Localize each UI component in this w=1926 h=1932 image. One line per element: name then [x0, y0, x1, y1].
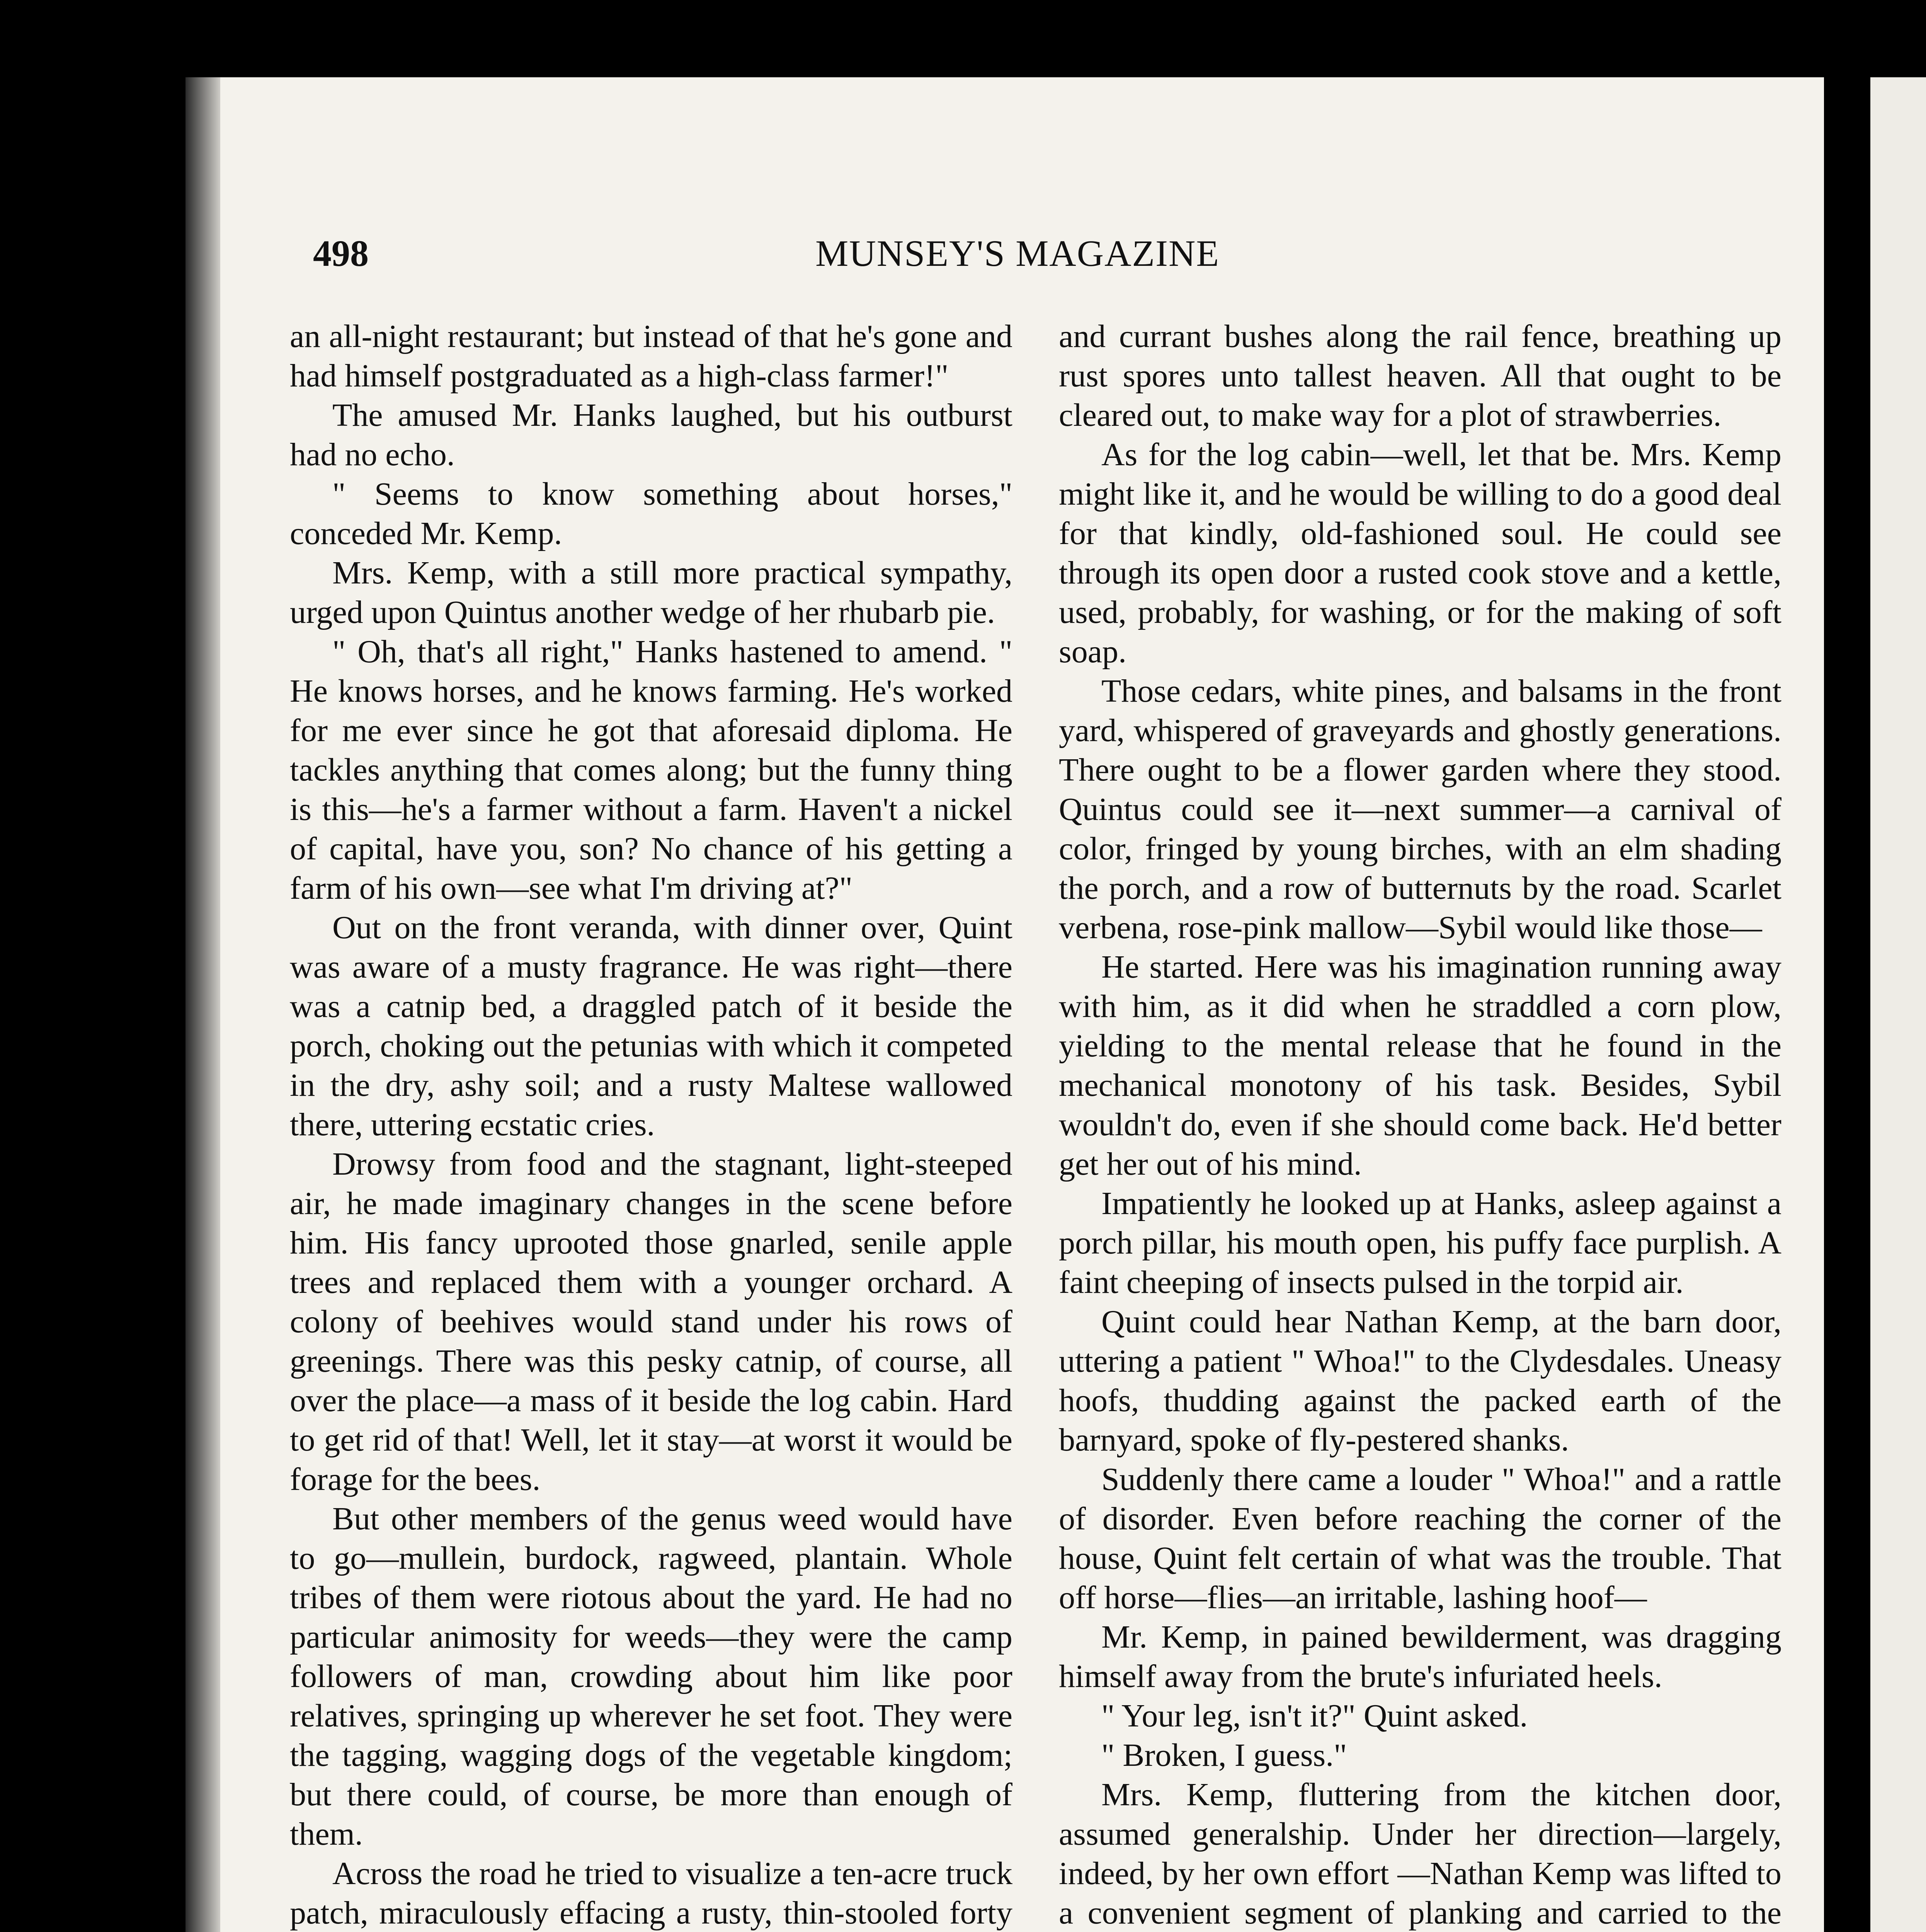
paragraph: Across the road he tried to visualize a ten-acre truck patch, miraculously effacing a rusty, thin-stooled forty: [290, 1855, 1012, 1931]
paragraph: He started. Here was his imagination running away with him, as it did when he straddled a corn plow, yielding to the mental release that he found in the mechanical monotony of his task. Besides, Sybil wouldn't do, even if she should come back. He'd better get her out of his mind.: [1059, 949, 1781, 1182]
right-text-column: [1059, 317, 1781, 1932]
paragraph: Those cedars, white pines, and balsams in the front yard, whispered of graveyards and ghostly generations. There ought to be a flower garden where they stood. Quintus could see it—next summer—a carnival of color, fringed by young birches, with an elm shading the porch, and a row of butternuts by the road. Scarlet verbena, rose-pink mallow—Sybil would like those—: [1059, 673, 1781, 946]
running-title: MUNSEY'S MAGAZINE: [815, 233, 1220, 274]
page-number: 498: [313, 233, 369, 274]
binding-shadow: [185, 77, 220, 1932]
paragraph: Suddenly there came a louder " Whoa!" and a rattle of disorder. Even before reaching the corner of the house, Quint felt certain of what was the trouble. That off horse—flies—an irritable, lashing hoof—: [1059, 1461, 1781, 1616]
paragraph: Mrs. Kemp, with a still more practical sympathy, urged upon Quintus another wedge of her rhubarb pie.: [290, 555, 1012, 630]
paragraph: " Seems to know something about horses," conceded Mr. Kemp.: [290, 476, 1012, 551]
paragraph: The amused Mr. Hanks laughed, but his outburst had no echo.: [290, 397, 1012, 473]
paragraph: Impatiently he looked up at Hanks, asleep against a porch pillar, his mouth open, his puffy face purplish. A faint cheeping of insects pulsed in the torpid air.: [1059, 1185, 1781, 1300]
paragraph: " Oh, that's all right," Hanks hastened to amend. " He knows horses, and he knows farming. He's worked for me ever since he got that aforesaid diploma. He tackles anything that comes along; but the funny thing is this—he's a farmer without a farm. Haven't a nickel of capital, have you, son? No chance of his getting a farm of his own—see what I'm driving at?": [290, 634, 1012, 906]
paragraph: Out on the front veranda, with dinner over, Quint was aware of a musty fragrance. He was right—there was a catnip bed, a draggled patch of it beside the porch, choking out the petunias with which it competed in the dry, ashy soil; and a rusty Maltese wallowed there, uttering ecstatic cries.: [290, 910, 1012, 1143]
paragraph: As for the log cabin—well, let that be. Mrs. Kemp might like it, and he would be willing to do a good deal for that kindly, old-fashioned soul. He could see through its open door a rusted cook stove and a kettle, used, probably, for washing, or for the making of soft soap.: [1059, 437, 1781, 670]
paragraph: Drowsy from food and the stagnant, light-steeped air, he made imaginary changes in the scene before him. His fancy uprooted those gnarled, senile apple trees and replaced them with a younger orchard. A colony of beehives would stand under his rows of greenings. There was this pesky catnip, of course, all over the place—a mass of it beside the log cabin. Hard to get rid of that! Well, let it stay—at worst it would be forage for the bees.: [290, 1146, 1012, 1497]
left-text-column: [290, 317, 1012, 1932]
paragraph: But other members of the genus weed would have to go—mullein, burdock, ragweed, plantain. Whole tribes of them were riotous about the yard. He had no particular animosity for weeds—they were the camp followers of man, crowding about him like poor relatives, springing up wherever he set foot. They were the tagging, wagging dogs of the vegetable kingdom; but there could, of course, be more than enough of them.: [290, 1501, 1012, 1852]
adjacent-page-edge: [1870, 77, 1926, 1932]
paragraph: " Broken, I guess.": [1101, 1737, 1347, 1773]
page-header: [313, 232, 1271, 278]
paragraph: an all-night restaurant; but instead of that he's gone and had himself postgraduated as a high-class farmer!": [290, 318, 1012, 394]
paragraph: Mr. Kemp, in pained bewilderment, was dragging himself away from the brute's infuriated heels.: [1059, 1619, 1781, 1694]
paragraph: and currant bushes along the rail fence, breathing up rust spores unto tallest heaven. All that ought to be cleared out, to make way for a plot of strawberries.: [1059, 318, 1781, 433]
paragraph: Quint could hear Nathan Kemp, at the barn door, uttering a patient " Whoa!" to the Clydesdales. Uneasy hoofs, thudding against the packed earth of the barnyard, spoke of fly-pestered shanks.: [1059, 1304, 1781, 1458]
paragraph: Mrs. Kemp, fluttering from the kitchen door, assumed generalship. Under her direction—largely, indeed, by her own effort —Nathan Kemp was lifted to a convenient segment of planking and carried to the: [1059, 1777, 1781, 1931]
paragraph: " Your leg, isn't it?" Quint asked.: [1101, 1698, 1528, 1734]
